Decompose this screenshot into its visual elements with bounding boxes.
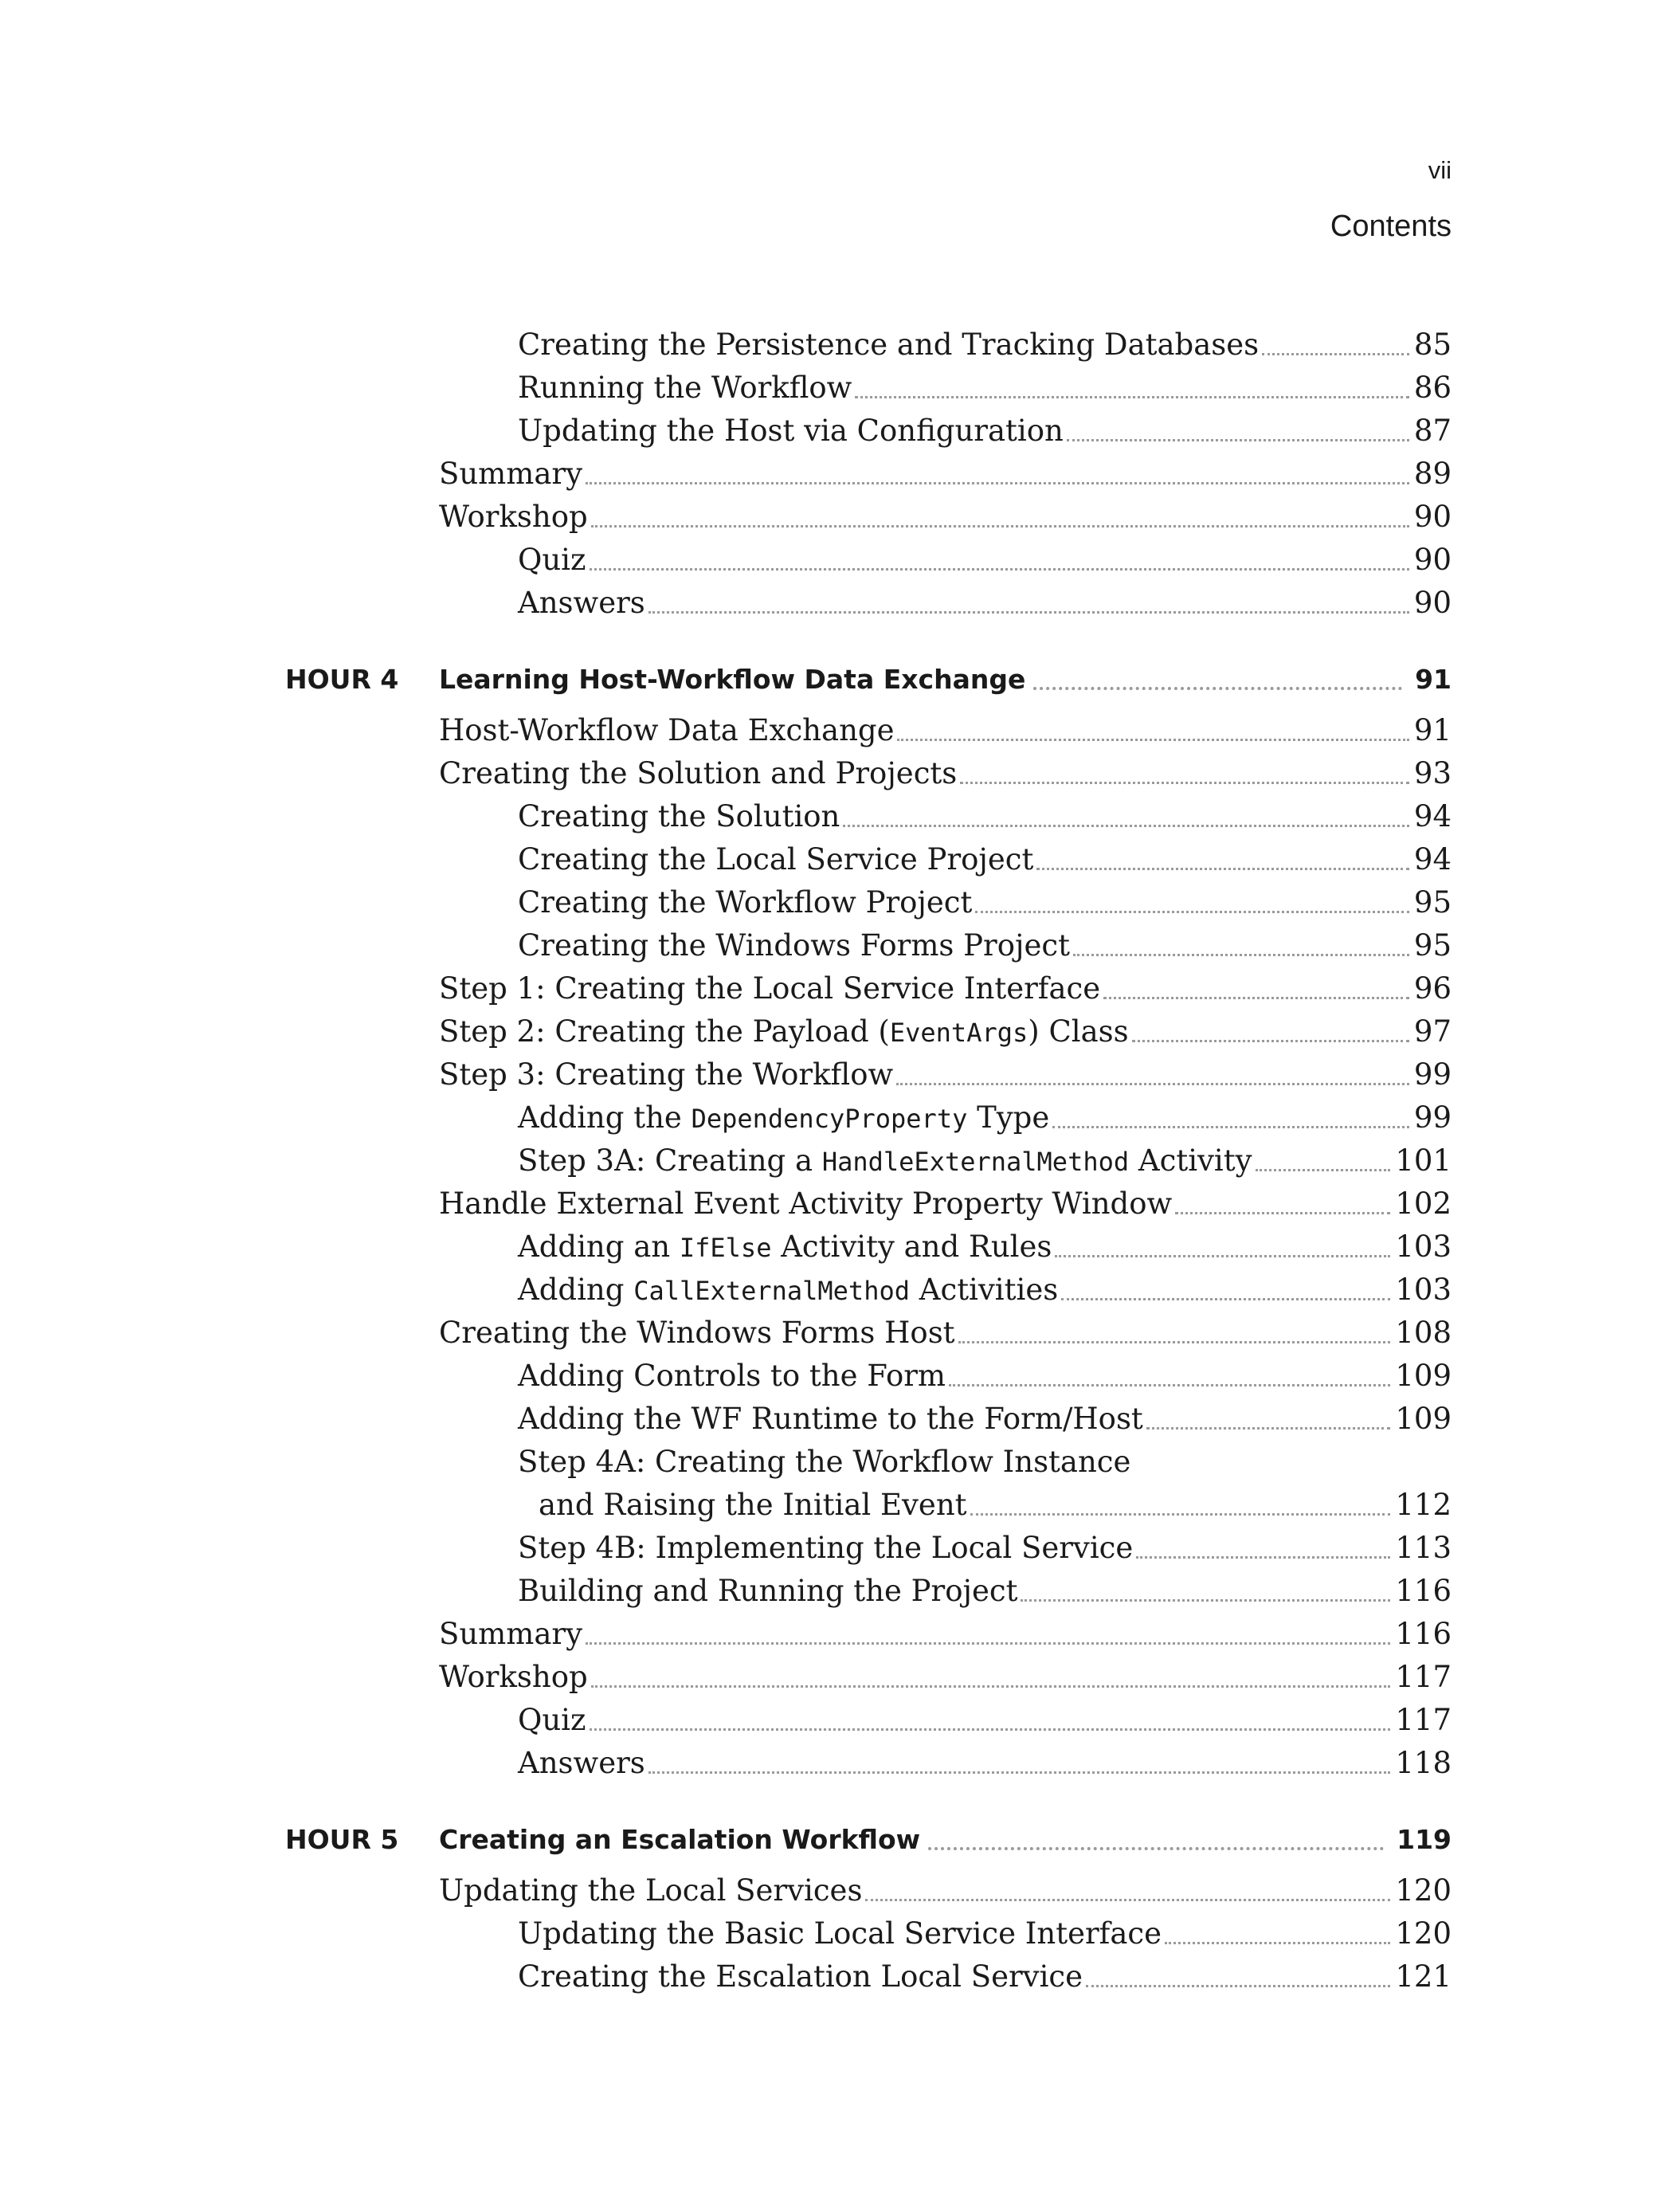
hour-title: Creating an Escalation Workflow <box>439 1824 921 1855</box>
dot-leader <box>843 825 1409 827</box>
toc-entry-page: 103 <box>1395 1273 1452 1307</box>
toc-entry-page: 91 <box>1413 713 1452 747</box>
toc-entry-title: Step 1: Creating the Local Service Interface <box>439 971 1101 1006</box>
toc-entry <box>439 1053 1452 1096</box>
toc-entry-title: Updating the Host via Configuration <box>518 414 1064 448</box>
dot-leader <box>1175 1212 1390 1214</box>
hour-page: 91 <box>1415 664 1452 695</box>
toc-entry <box>518 881 1452 924</box>
toc-entry <box>518 1912 1452 1955</box>
toc-entry-title <box>518 1096 1049 1140</box>
code-term: EventArgs <box>889 1018 1028 1048</box>
toc-entry <box>518 1527 1452 1570</box>
toc-entry <box>518 324 1452 367</box>
toc-entry <box>539 1484 1452 1527</box>
toc-entry <box>439 1869 1452 1912</box>
toc-entry <box>518 838 1452 881</box>
toc-entry-page: 112 <box>1395 1488 1452 1522</box>
toc-entry-page: 95 <box>1413 885 1452 920</box>
toc-entry-title: Adding Controls to the Form <box>518 1359 946 1393</box>
dot-leader <box>590 1728 1391 1731</box>
toc-entry <box>439 1613 1452 1656</box>
toc-entry-title: Building and Running the Project <box>518 1574 1018 1608</box>
toc-entry <box>518 924 1452 967</box>
toc-entry <box>518 367 1452 410</box>
toc-entry-title: Summary <box>439 457 582 491</box>
hour-heading <box>439 658 1452 701</box>
toc-entry <box>439 1656 1452 1699</box>
toc-entry <box>518 582 1452 625</box>
toc-entry <box>518 1955 1452 1998</box>
toc-entry <box>518 1139 1452 1182</box>
toc-entry-title: Summary <box>439 1617 582 1651</box>
toc-entry-title: Quiz <box>518 543 586 577</box>
toc-entry <box>518 539 1452 582</box>
dot-leader <box>1103 997 1409 999</box>
hour-title: Learning Host-Workflow Data Exchange <box>439 664 1026 695</box>
toc-entry-page: 94 <box>1413 842 1452 877</box>
toc-entry-title: Updating the Local Services <box>439 1873 863 1908</box>
toc-entry-page: 96 <box>1413 971 1452 1006</box>
toc-entry-title: Workshop <box>439 500 588 534</box>
toc-entry-title <box>518 1139 1252 1183</box>
toc-entry-page: 103 <box>1395 1230 1452 1264</box>
toc-entry <box>518 795 1452 838</box>
dot-leader <box>1067 439 1409 441</box>
dot-leader <box>958 1341 1391 1343</box>
dot-leader <box>865 1899 1390 1901</box>
toc-entry-text: Step 3A: Creating a <box>518 1143 822 1178</box>
toc-entry-page: 99 <box>1413 1057 1452 1092</box>
toc-entry-title: and Raising the Initial Event <box>539 1488 967 1522</box>
toc-entry <box>518 1269 1452 1312</box>
dot-leader <box>897 739 1409 741</box>
toc-entry <box>439 496 1452 539</box>
dot-leader <box>1086 1985 1390 1987</box>
toc-entry-title: Creating the Persistence and Tracking Databases <box>518 327 1260 362</box>
toc-entry-title: Creating the Solution <box>518 799 840 833</box>
toc-entry-page: 101 <box>1395 1143 1452 1178</box>
toc-entry-title: Handle External Event Activity Property Window <box>439 1186 1173 1221</box>
dot-leader <box>1132 1040 1409 1042</box>
toc-entry-page: 97 <box>1413 1014 1452 1049</box>
toc-entry-text: ) Class <box>1028 1014 1129 1049</box>
toc-entry-title: Creating the Windows Forms Host <box>439 1316 955 1350</box>
dot-leader <box>970 1513 1391 1516</box>
toc-entry-text: Step 2: Creating the Payload ( <box>439 1014 890 1049</box>
dot-leader <box>1136 1556 1390 1559</box>
toc-entry-page: 108 <box>1395 1316 1452 1350</box>
toc-entry <box>518 1699 1452 1742</box>
dot-leader <box>586 482 1409 484</box>
toc-entry-title: Creating the Local Service Project <box>518 842 1034 877</box>
toc-entry-page: 85 <box>1413 327 1452 362</box>
dot-leader <box>1262 353 1409 355</box>
toc-entry-page: 90 <box>1413 543 1452 577</box>
dot-leader <box>648 1771 1391 1774</box>
hour-page: 119 <box>1397 1824 1452 1855</box>
toc-entry <box>518 410 1452 453</box>
code-term: CallExternalMethod <box>633 1276 910 1306</box>
hour-label: HOUR 5 <box>285 1824 399 1855</box>
toc-entry-title: Answers <box>518 1746 645 1780</box>
toc-entry-page: 120 <box>1395 1916 1452 1951</box>
dot-leader <box>1256 1169 1391 1171</box>
toc-entry-title: Creating the Workflow Project <box>518 885 973 920</box>
toc-entry-page: 93 <box>1413 756 1452 790</box>
toc-entry-page: 113 <box>1395 1531 1452 1565</box>
dot-leader <box>1073 954 1409 956</box>
toc-entry-title: Quiz <box>518 1703 586 1737</box>
dot-leader <box>896 1083 1409 1085</box>
toc-entry-text: Adding <box>518 1273 634 1307</box>
dot-leader <box>591 525 1409 528</box>
toc-entry-page: 117 <box>1395 1703 1452 1737</box>
toc-entry-page: 102 <box>1395 1186 1452 1221</box>
code-term: HandleExternalMethod <box>821 1147 1130 1177</box>
toc-entry-page: 116 <box>1395 1574 1452 1608</box>
toc-entry-page: 99 <box>1413 1100 1452 1135</box>
toc-entry-title: Adding the WF Runtime to the Form/Host <box>518 1402 1143 1436</box>
dot-leader <box>960 782 1409 784</box>
toc-entry-page: 117 <box>1395 1660 1452 1694</box>
toc-entry-page: 118 <box>1395 1746 1452 1780</box>
code-term: DependencyProperty <box>691 1104 968 1134</box>
toc-entry <box>439 709 1452 752</box>
toc-entry-page: 120 <box>1395 1873 1452 1908</box>
dot-leader <box>1021 1599 1390 1602</box>
toc-entry-title: Step 4A: Creating the Workflow Instance <box>518 1445 1131 1479</box>
toc-entry-title: Creating the Escalation Local Service <box>518 1959 1083 1994</box>
toc-entry-title <box>439 1010 1129 1054</box>
dot-leader <box>1055 1255 1390 1257</box>
toc-entry-title: Workshop <box>439 1660 588 1694</box>
toc-entry-text: Type <box>967 1100 1050 1135</box>
dot-leader <box>855 396 1409 398</box>
toc-entry-text: Activities <box>909 1273 1059 1307</box>
toc-entry-text: Activity <box>1129 1143 1252 1178</box>
dot-leader <box>590 568 1409 571</box>
toc-entry <box>439 752 1452 795</box>
toc-entry-page: 87 <box>1413 414 1452 448</box>
toc-entry <box>439 1010 1452 1053</box>
code-term: IfElse <box>679 1233 772 1263</box>
dot-leader <box>975 911 1409 913</box>
toc-entry-page: 86 <box>1413 371 1452 405</box>
toc-entry-text: Adding an <box>518 1230 680 1264</box>
toc-entry-title: Host-Workflow Data Exchange <box>439 713 895 747</box>
dot-leader <box>949 1384 1390 1386</box>
toc-entry-title <box>518 1269 1058 1312</box>
toc-entry-title: Answers <box>518 586 645 620</box>
toc-entry <box>518 1570 1452 1613</box>
toc-entry-page: 90 <box>1413 500 1452 534</box>
toc-entry <box>439 453 1452 496</box>
toc-entry-title: Creating the Solution and Projects <box>439 756 958 790</box>
toc-entry <box>518 1355 1452 1398</box>
dot-leader <box>1061 1298 1390 1300</box>
toc-entry <box>518 1096 1452 1139</box>
hour-heading <box>439 1818 1452 1861</box>
dot-leader <box>928 1847 1384 1850</box>
toc-entry-title: Creating the Windows Forms Project <box>518 928 1070 963</box>
dot-leader <box>586 1642 1390 1645</box>
toc-entry-title: Step 4B: Implementing the Local Service <box>518 1531 1134 1565</box>
toc-entry-page: 90 <box>1413 586 1452 620</box>
toc-entry-page: 109 <box>1395 1402 1452 1436</box>
toc-entry-text: Activity and Rules <box>771 1230 1052 1264</box>
toc-entry <box>439 967 1452 1010</box>
page-number: vii <box>1428 156 1452 184</box>
hour-label: HOUR 4 <box>285 664 399 695</box>
dot-leader <box>648 611 1409 614</box>
toc-entry-title: Step 3: Creating the Workflow <box>439 1057 894 1092</box>
running-head: Contents <box>1330 210 1452 243</box>
toc-entry-page: 116 <box>1395 1617 1452 1651</box>
toc-entry <box>518 1742 1452 1785</box>
toc-entry <box>518 1398 1452 1441</box>
dot-leader <box>1165 1942 1390 1944</box>
toc-entry <box>439 1182 1452 1226</box>
toc-entry <box>518 1441 1452 1484</box>
toc-entry-title: Running the Workflow <box>518 371 852 405</box>
toc-entry <box>518 1226 1452 1269</box>
dot-leader <box>1036 868 1409 870</box>
toc-entry-title: Updating the Basic Local Service Interface <box>518 1916 1162 1951</box>
toc-entry-page: 109 <box>1395 1359 1452 1393</box>
toc-entry-page: 121 <box>1395 1959 1452 1994</box>
toc-entry-title <box>518 1226 1052 1269</box>
dot-leader <box>591 1685 1391 1688</box>
dot-leader <box>1146 1427 1391 1430</box>
toc-entry-page: 95 <box>1413 928 1452 963</box>
toc-entry-text: Adding the <box>518 1100 692 1135</box>
toc-entry-page: 94 <box>1413 799 1452 833</box>
dot-leader <box>1033 687 1402 690</box>
toc-entry <box>439 1312 1452 1355</box>
dot-leader <box>1052 1126 1409 1128</box>
toc-entry-page: 89 <box>1413 457 1452 491</box>
